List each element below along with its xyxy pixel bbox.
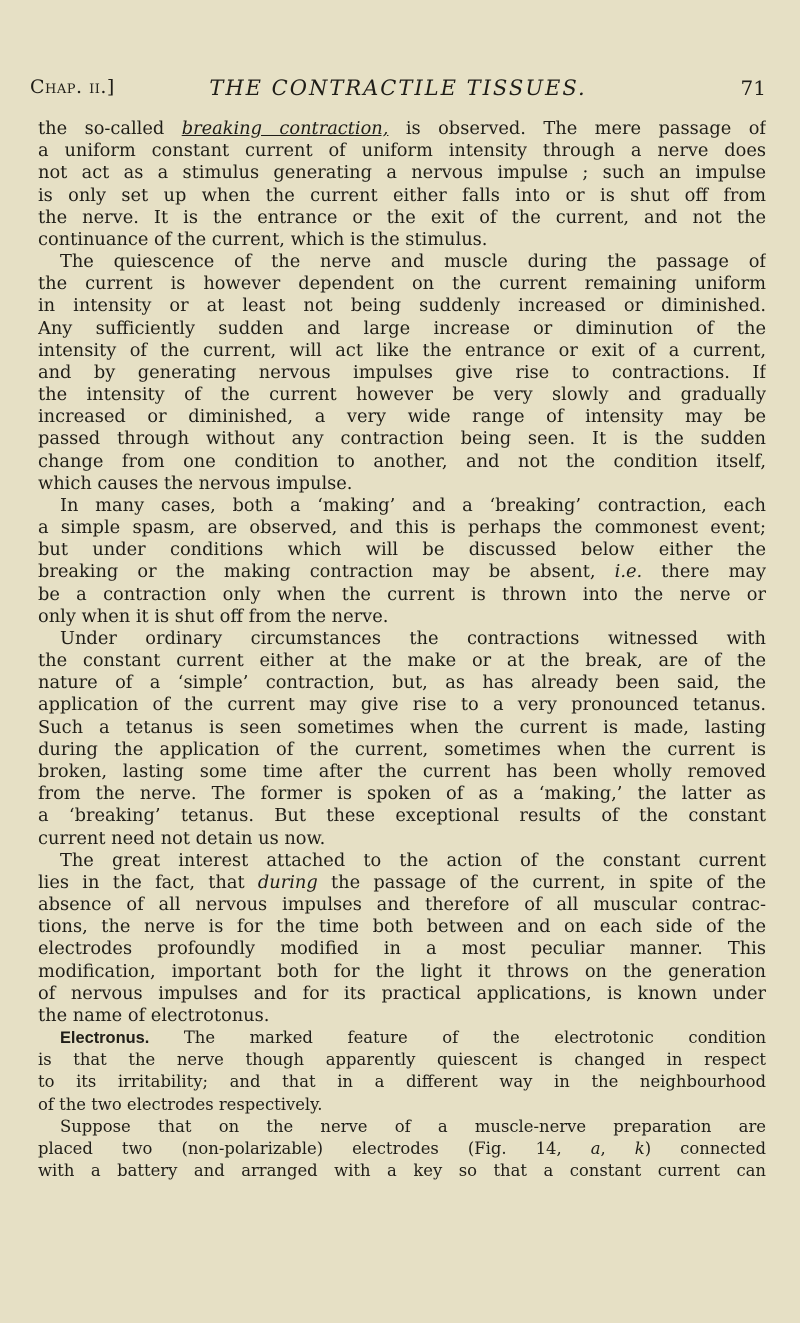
text-line: a simple spasm, are observed, and this is perhaps the commonest event; <box>38 517 766 539</box>
text-line: is only set up when the current either falls into or is shut off from <box>38 184 766 206</box>
text-line: increased or diminished, a very wide range of intensity may be <box>38 406 766 428</box>
text-line: application of the current may give rise to a very pronounced tetanus. <box>38 694 766 716</box>
text-line: and by generating nervous impulses give rise to contractions. If <box>38 361 766 383</box>
text-line: The great interest attached to the action of the constant current <box>60 849 766 871</box>
text-line: in intensity or at least not being suddenly increased or diminished. <box>38 295 766 317</box>
text-line: from the nerve. The former is spoken of as a ‘making,’ the latter as <box>38 783 766 805</box>
text-line: not act as a stimulus generating a nervous impulse ; such an impulse <box>38 162 766 184</box>
text-line: the name of electrotonus. <box>38 1004 270 1026</box>
text-line: absence of all nervous impulses and therefore of all muscular contrac- <box>38 894 766 916</box>
text-line: nature of a ‘simple’ contraction, but, as has already been said, the <box>38 672 766 694</box>
text-line: the current is however dependent on the current remaining uniform <box>38 273 766 295</box>
running-title: THE CONTRACTILE TISSUES. <box>209 76 587 100</box>
text-line: the intensity of the current however be very slowly and gradually <box>38 384 766 406</box>
body-text <box>38 118 766 1182</box>
text-line: passed through without any contraction being seen. It is the sudden <box>38 428 766 450</box>
text-line: Any sufficiently sudden and large increase or diminution of the <box>38 317 766 339</box>
text-line: to its irritability; and that in a different way in the neighbourhood <box>38 1072 766 1092</box>
text-line: current need not detain us now. <box>38 827 326 849</box>
text-line: of nervous impulses and for its practical applications, is known under <box>38 982 766 1004</box>
text-line: of the two electrodes respectively. <box>38 1094 323 1114</box>
text-line: the constant current either at the make or at the break, are of the <box>38 650 766 672</box>
text-line: broken, lasting some time after the current has been wholly removed <box>38 760 766 782</box>
text-line: The quiescence of the nerve and muscle during the passage of <box>60 251 766 273</box>
text-line: tions, the nerve is for the time both between and on each side of the <box>38 916 766 938</box>
text-line: continuance of the current, which is the stimulus. <box>38 228 488 250</box>
text-line: a ‘breaking’ tetanus. But these exceptional results of the constant <box>38 805 766 827</box>
text-line: intensity of the current, will act like the entrance or exit of a current, <box>38 339 766 361</box>
text-line: the nerve. It is the entrance or the exit of the current, and not the <box>38 206 766 228</box>
text-line: a uniform constant current of uniform intensity through a nerve does <box>38 140 766 162</box>
running-header <box>30 76 766 106</box>
text-line: breaking or the making contraction may be absent, i.e. there may <box>38 561 766 583</box>
text-line: lies in the fact, that during the passage of the current, in spite of the <box>38 871 766 893</box>
text-line: modification, important both for the light it throws on the generation <box>38 960 766 982</box>
text-line: In many cases, both a ‘making’ and a ‘breaking’ contraction, each <box>60 494 766 516</box>
text-line: Under ordinary circumstances the contractions witnessed with <box>60 627 766 649</box>
text-line: during the application of the current, sometimes when the current is <box>38 738 766 760</box>
text-line: is that the nerve though apparently quiescent is changed in respect <box>38 1050 766 1070</box>
text-line: which causes the nervous impulse. <box>38 472 353 494</box>
text-line: electrodes profoundly modified in a most peculiar manner. This <box>38 938 766 960</box>
text-line: Electronus. The marked feature of the electrotonic condition <box>60 1028 766 1048</box>
text-line: placed two (non-polarizable) electrodes (Fig. 14, a, k) connected <box>38 1138 766 1158</box>
text-line: change from one condition to another, and not the condition itself, <box>38 450 766 472</box>
text-line: Such a tetanus is seen sometimes when the current is made, lasting <box>38 716 766 738</box>
text-line: Suppose that on the nerve of a muscle-nerve preparation are <box>60 1116 766 1136</box>
text-line: the so-called breaking contraction, is observed. The mere passage of <box>38 118 766 139</box>
page-number: 71 <box>740 76 766 100</box>
text-line: only when it is shut off from the nerve. <box>38 605 389 627</box>
chapter-label: Chap. ii.] <box>30 76 115 98</box>
text-line: but under conditions which will be discussed below either the <box>38 539 766 561</box>
text-line: be a contraction only when the current is thrown into the nerve or <box>38 583 766 605</box>
text-line: with a battery and arranged with a key so that a constant current can <box>38 1161 766 1181</box>
